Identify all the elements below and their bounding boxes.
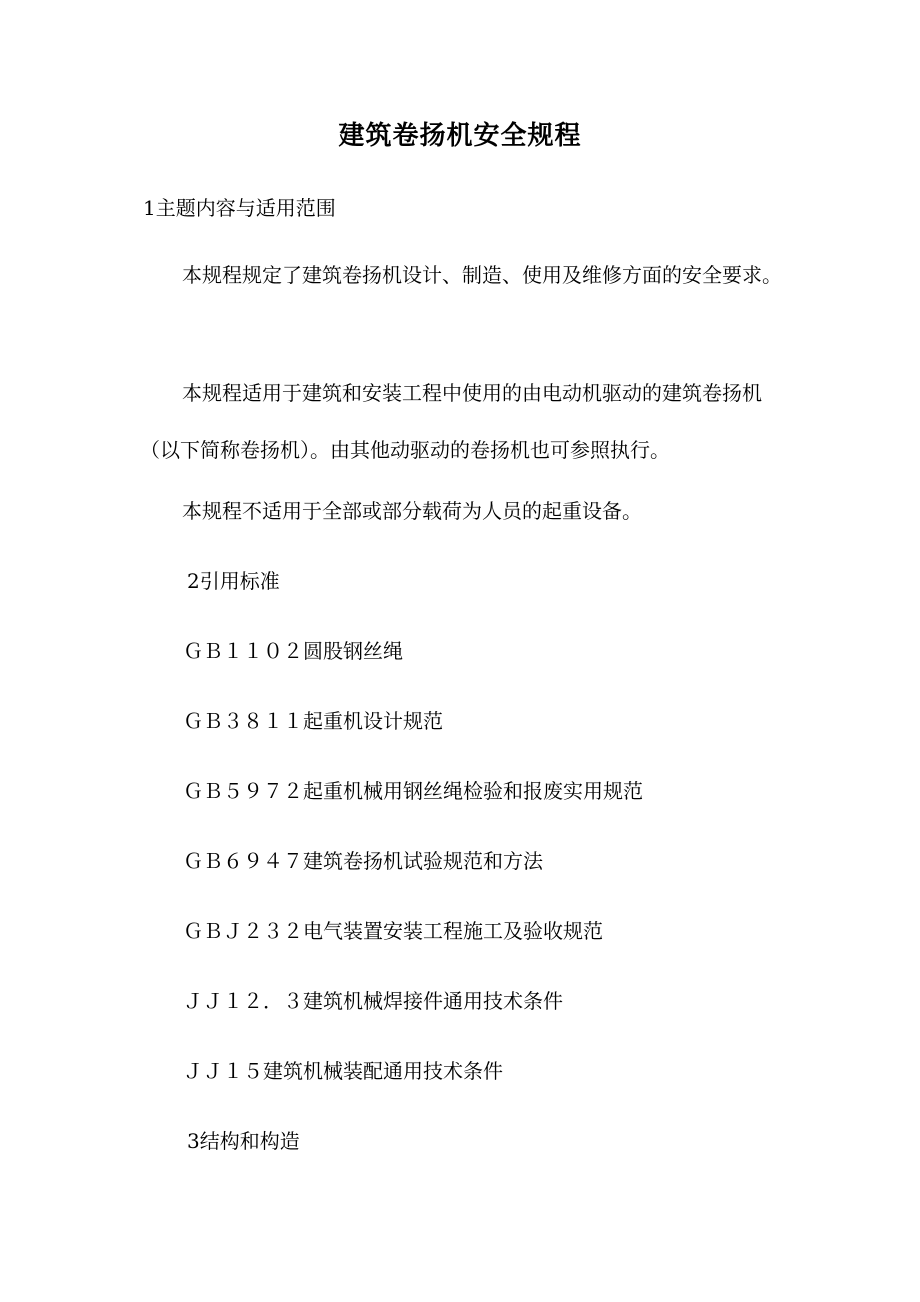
standard-item: ＧＢ３８１１起重机设计规范	[183, 709, 443, 733]
standard-item: ＧＢ５９７２起重机械用钢丝绳检验和报废实用规范	[183, 779, 643, 803]
standard-item: ＪＪ１２．３建筑机械焊接件通用技术条件	[183, 989, 563, 1013]
section-2-heading: 2引用标准	[187, 569, 280, 593]
standard-item: ＪＪ１５建筑机械装配通用技术条件	[183, 1059, 503, 1083]
section-3-heading: 3结构和构造	[187, 1129, 300, 1153]
paragraph-applicability: 本规程适用于建筑和安装工程中使用的由电动机驱动的建筑卷扬机（以下简称卷扬机）。由其他动驱动的卷扬机也可参照执行。	[140, 381, 762, 462]
section-1-heading: 1主题内容与适用范围	[143, 196, 336, 220]
standard-item: ＧＢ１１０２圆股钢丝绳	[183, 639, 403, 663]
document-title: 建筑卷扬机安全规程	[338, 121, 582, 151]
paragraph-exclusion: 本规程不适用于全部或部分载荷为人员的起重设备。	[182, 499, 642, 523]
standard-item: ＧＢ６９４７建筑卷扬机试验规范和方法	[183, 849, 543, 873]
standard-item: ＧＢＪ２３２电气装置安装工程施工及验收规范	[183, 919, 603, 943]
paragraph-scope: 本规程规定了建筑卷扬机设计、制造、使用及维修方面的安全要求。	[182, 263, 782, 287]
